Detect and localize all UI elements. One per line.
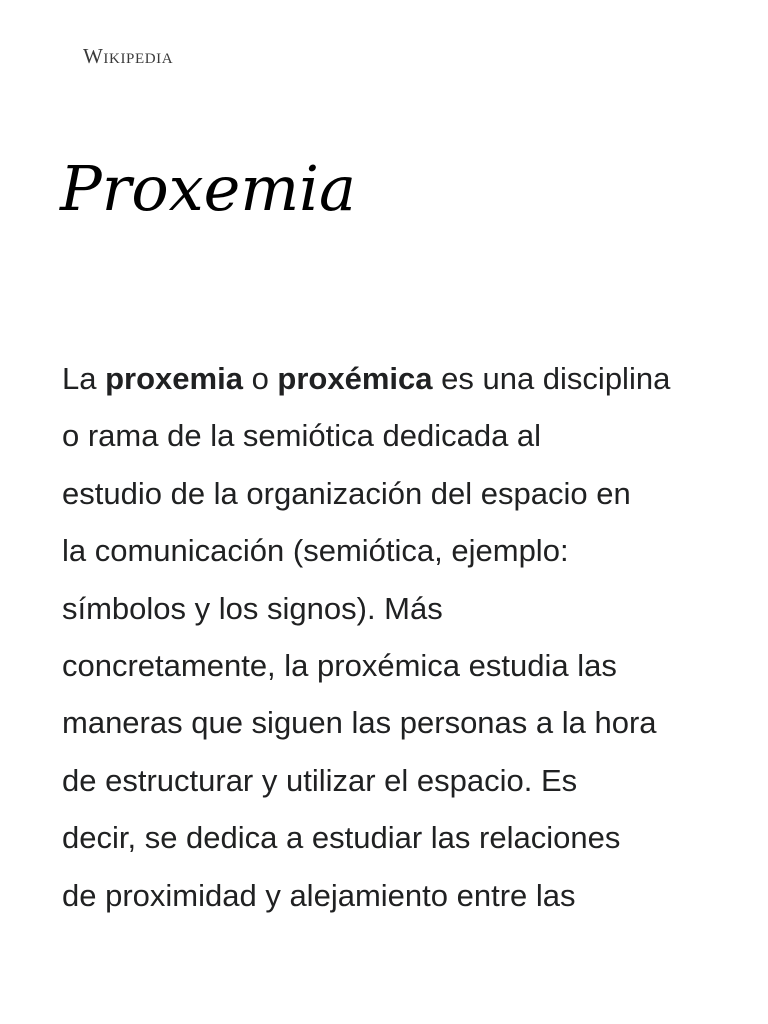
lead-text: es una disciplina xyxy=(432,361,671,396)
lead-line-1 xyxy=(62,350,722,407)
lead-line-9: decir, se dedica a estudiar las relaciones xyxy=(62,820,621,856)
bold-term-proxemia: proxemia xyxy=(105,361,243,396)
lead-line-7: maneras que siguen las personas a la hora xyxy=(62,705,657,741)
lead-line-6: concretamente, la proxémica estudia las xyxy=(62,648,617,684)
lead-line-5: símbolos y los signos). Más xyxy=(62,590,443,626)
page-title: Proxemia xyxy=(60,152,356,225)
lead-line-8: de estructurar y utilizar el espacio. Es xyxy=(62,762,578,798)
lead-text: o xyxy=(242,361,278,396)
article-lead-paragraph xyxy=(62,350,722,924)
bold-term-proxemica: proxémica xyxy=(277,361,433,396)
lead-text: La xyxy=(62,361,106,396)
lead-line-10: de proximidad y alejamiento entre las xyxy=(62,877,576,913)
lead-line-2: o rama de la semiótica dedicada al xyxy=(62,418,542,454)
lead-line-4: la comunicación (semiótica, ejemplo: xyxy=(62,533,569,569)
wikipedia-wordmark-logo[interactable]: Wikipedia xyxy=(83,44,174,68)
lead-line-3: estudio de la organización del espacio en xyxy=(62,475,631,511)
